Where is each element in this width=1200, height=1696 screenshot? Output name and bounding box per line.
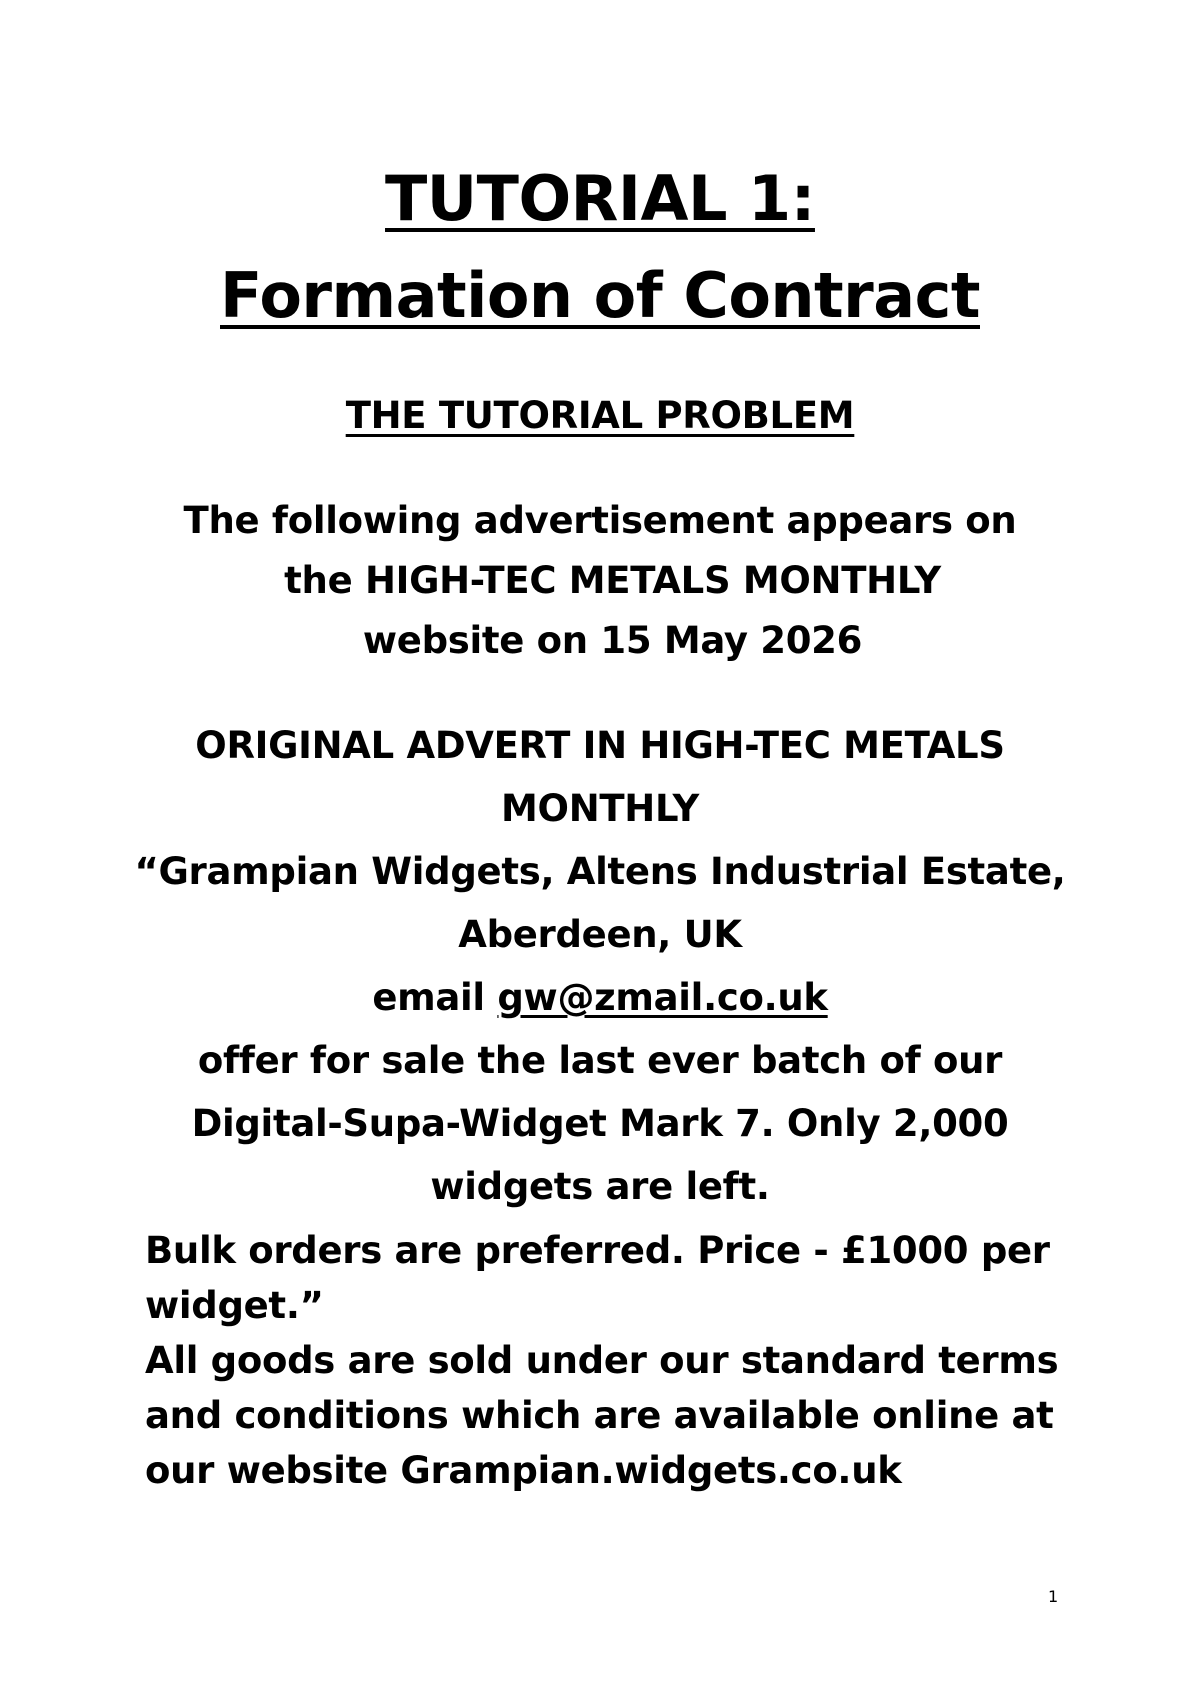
advert-terms-line-2: and conditions which are available online at [145, 1394, 1054, 1437]
section-heading-text: THE TUTORIAL PROBLEM [345, 394, 855, 437]
advert-bulk-line-2: widget.” [145, 1284, 324, 1327]
title-text-2: Formation of Contract [220, 259, 980, 332]
title-line-2 [0, 259, 1200, 332]
intro-line-2: the HIGH-TEC METALS MONTHLY [284, 559, 941, 602]
advert-address-line-2: Aberdeen, UK [458, 913, 742, 956]
advert-terms-line-3: our website Grampian.widgets.co.uk [145, 1449, 902, 1492]
advert-terms-line-1: All goods are sold under our standard terms [145, 1339, 1059, 1382]
title-line-1 [0, 162, 1200, 235]
page-number: 1 [1048, 1587, 1059, 1606]
advert-bulk-line-1: Bulk orders are preferred. Price - £1000 per [145, 1229, 1050, 1272]
advert-offer-line-3: widgets are left. [430, 1165, 770, 1208]
advert-address-line-1: “Grampian Widgets, Altens Industrial Estate, [134, 850, 1066, 893]
intro-line-3: website on 15 May 2026 [362, 619, 863, 662]
title-text-1: TUTORIAL 1: [385, 162, 815, 235]
advert-offer-line-2: Digital-Supa-Widget Mark 7. Only 2,000 [191, 1102, 1009, 1145]
advert-email-line [0, 976, 1200, 1019]
advert-offer-line-1: offer for sale the last ever batch of our [197, 1039, 1003, 1082]
section-heading [0, 394, 1200, 437]
intro-line-1: The following advertisement appears on [183, 499, 1017, 542]
advert-heading-line-1: ORIGINAL ADVERT IN HIGH-TEC METALS [195, 724, 1005, 767]
email-link[interactable]: gw@zmail.co.uk [497, 976, 828, 1019]
email-label: email [372, 976, 498, 1019]
advert-heading-line-2: MONTHLY [501, 787, 699, 830]
